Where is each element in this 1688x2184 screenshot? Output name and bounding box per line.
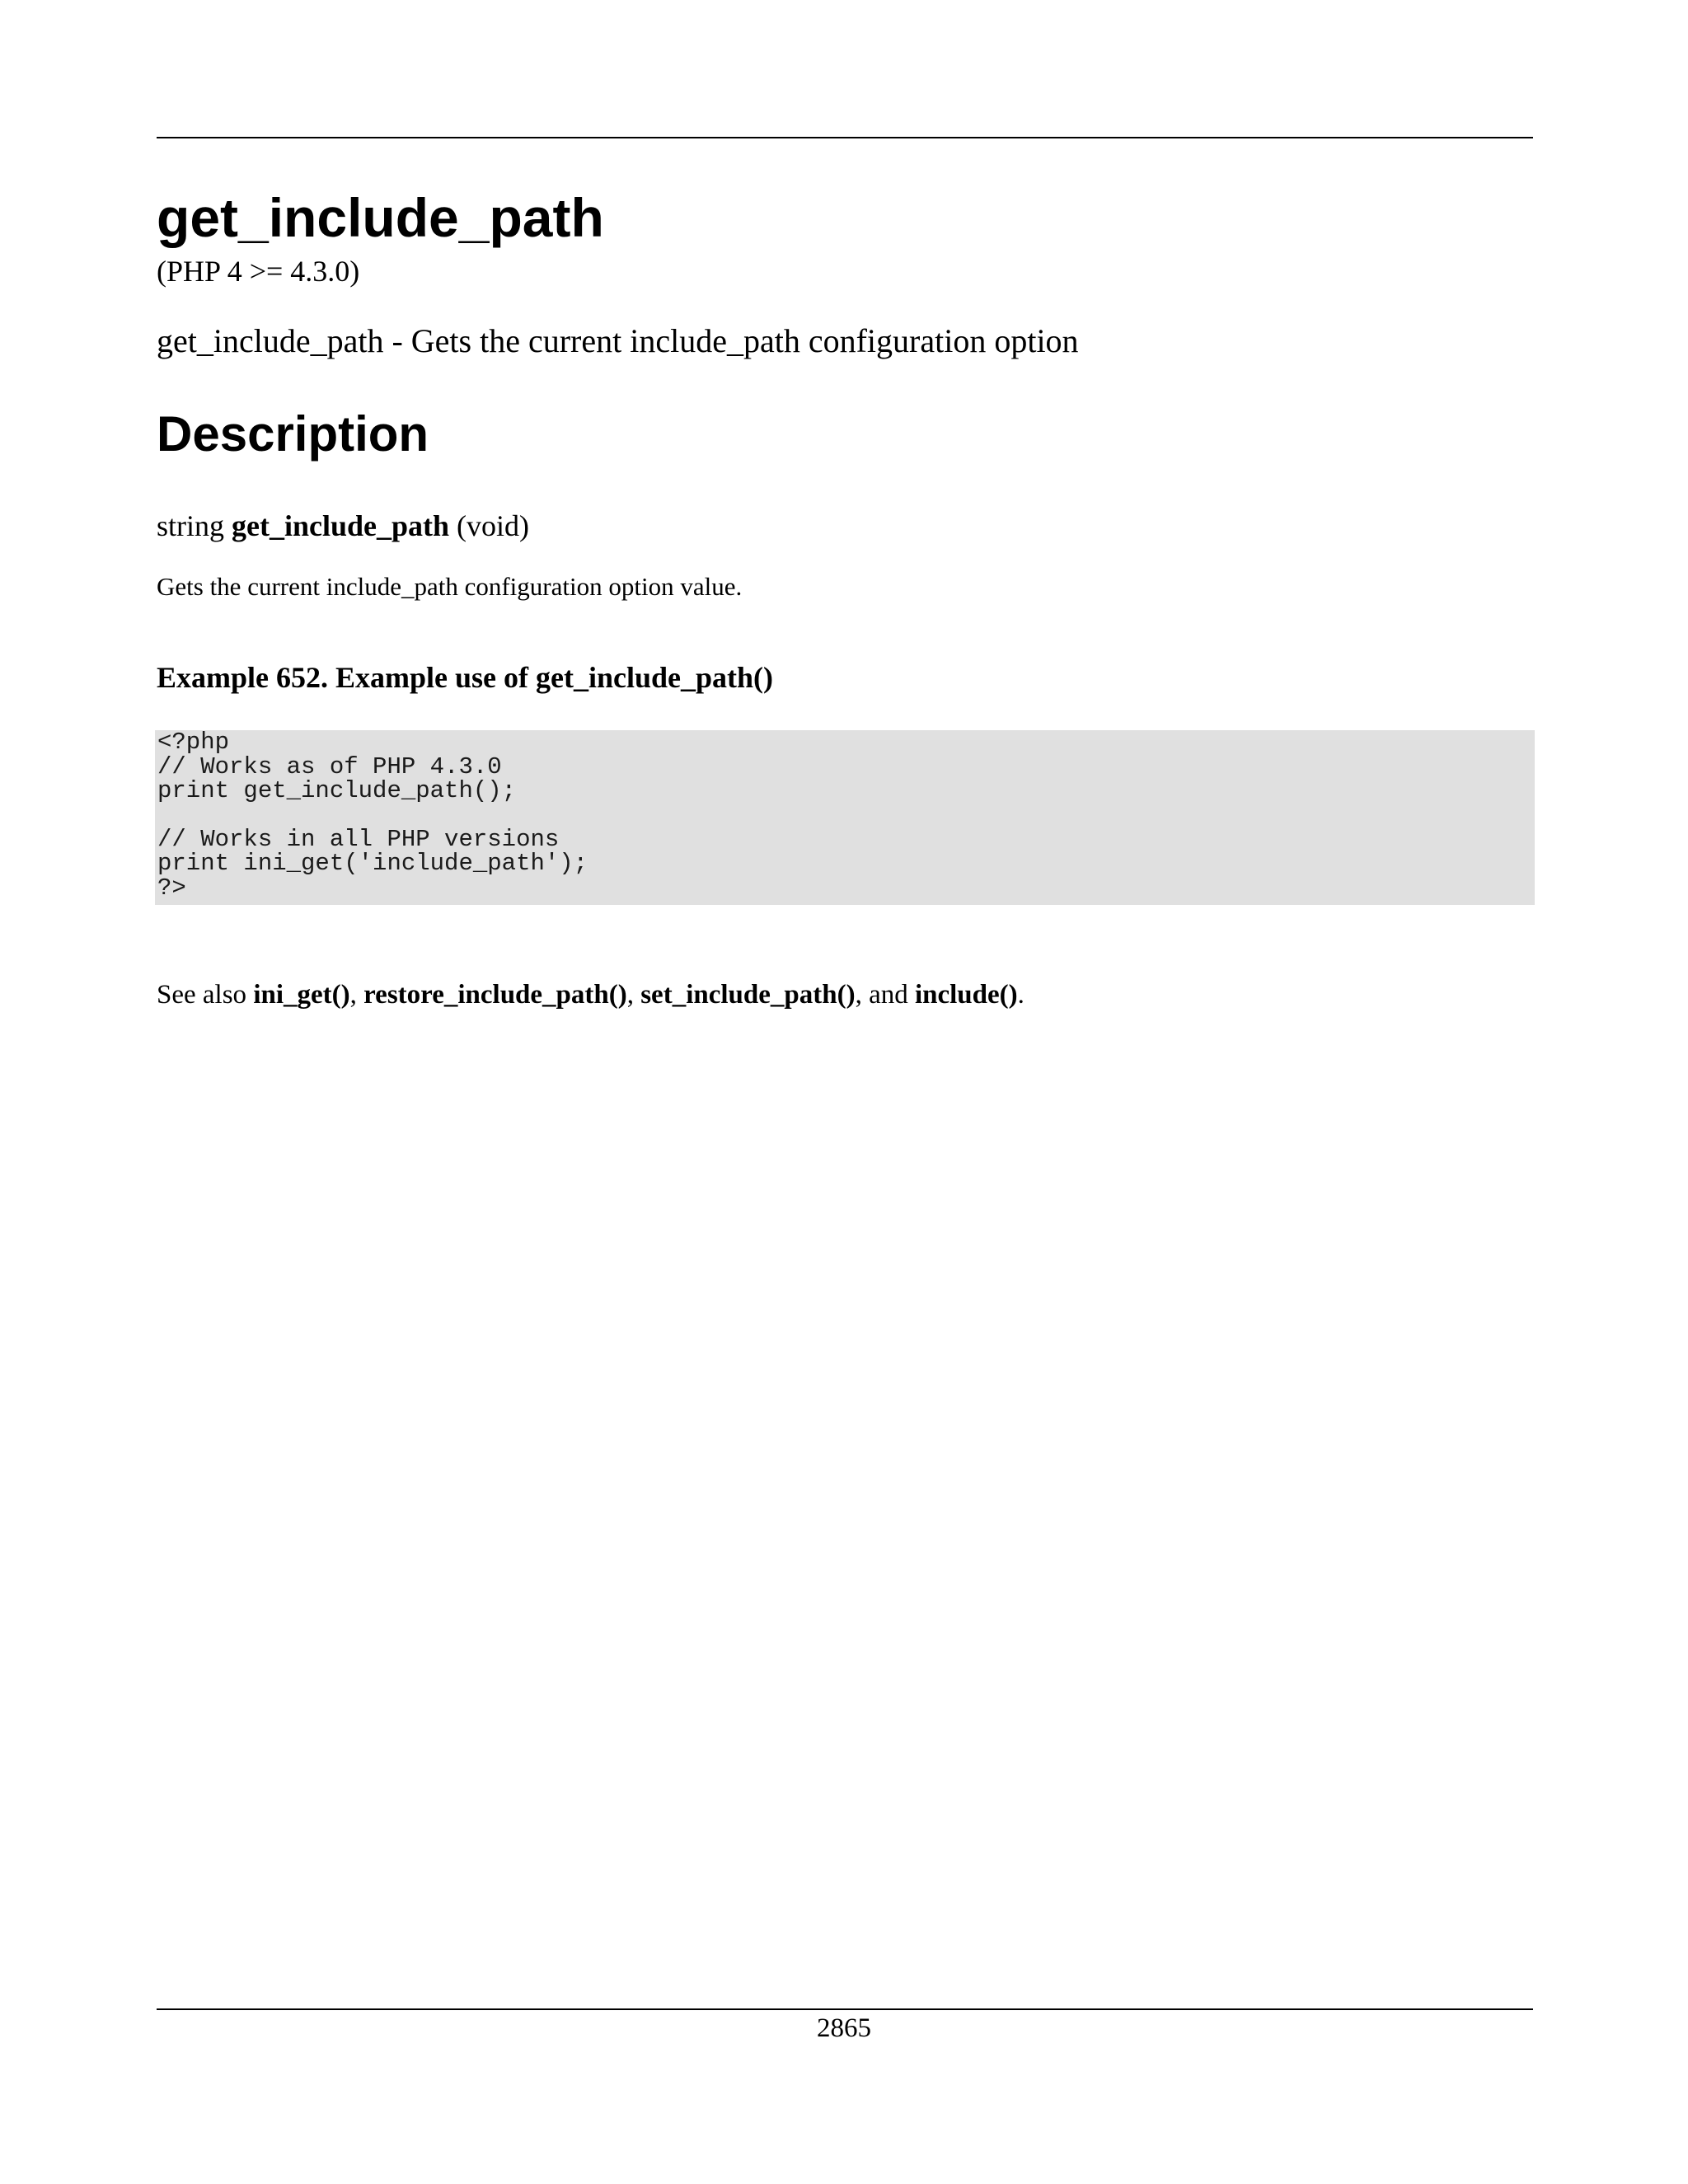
see-also-link-restore-include-path[interactable]: restore_include_path() — [363, 980, 627, 1010]
footer-rule — [157, 2008, 1533, 2010]
see-also-prefix: See also — [157, 980, 254, 1010]
see-also-separator: , — [349, 980, 364, 1010]
description-text: Gets the current include_path configuration option value. — [157, 572, 743, 601]
header-rule — [157, 137, 1533, 138]
see-also-link-set-include-path[interactable]: set_include_path() — [640, 980, 856, 1010]
code-line: print get_include_path(); — [157, 777, 517, 804]
see-also-separator: , — [626, 980, 641, 1010]
code-blank-line — [157, 804, 1535, 827]
see-also-link-include[interactable]: include() — [914, 980, 1018, 1010]
version-info: (PHP 4 >= 4.3.0) — [157, 255, 360, 288]
example-title: Example 652. Example use of get_include_path() — [157, 661, 774, 694]
synopsis-function-name: get_include_path — [232, 509, 450, 542]
see-also-link-ini-get[interactable]: ini_get() — [253, 980, 350, 1010]
function-synopsis — [157, 509, 529, 543]
page-number: 2865 — [817, 2013, 871, 2043]
synopsis-return-type: string — [157, 509, 225, 542]
function-purpose: get_include_path - Gets the current include_path configuration option — [157, 322, 1079, 359]
code-line: ?> — [157, 874, 186, 902]
code-line: <?php — [157, 730, 230, 756]
code-line: // Works in all PHP versions — [157, 825, 560, 853]
code-line: // Works as of PHP 4.3.0 — [157, 752, 502, 780]
synopsis-params: (void) — [457, 509, 530, 542]
see-also-suffix: . — [1017, 980, 1025, 1010]
code-example — [155, 730, 1535, 905]
see-also — [157, 979, 1025, 1012]
description-heading: Description — [157, 406, 429, 462]
code-line: print ini_get('include_path'); — [157, 850, 588, 877]
function-title: get_include_path — [157, 187, 604, 248]
see-also-separator: , and — [855, 980, 915, 1010]
